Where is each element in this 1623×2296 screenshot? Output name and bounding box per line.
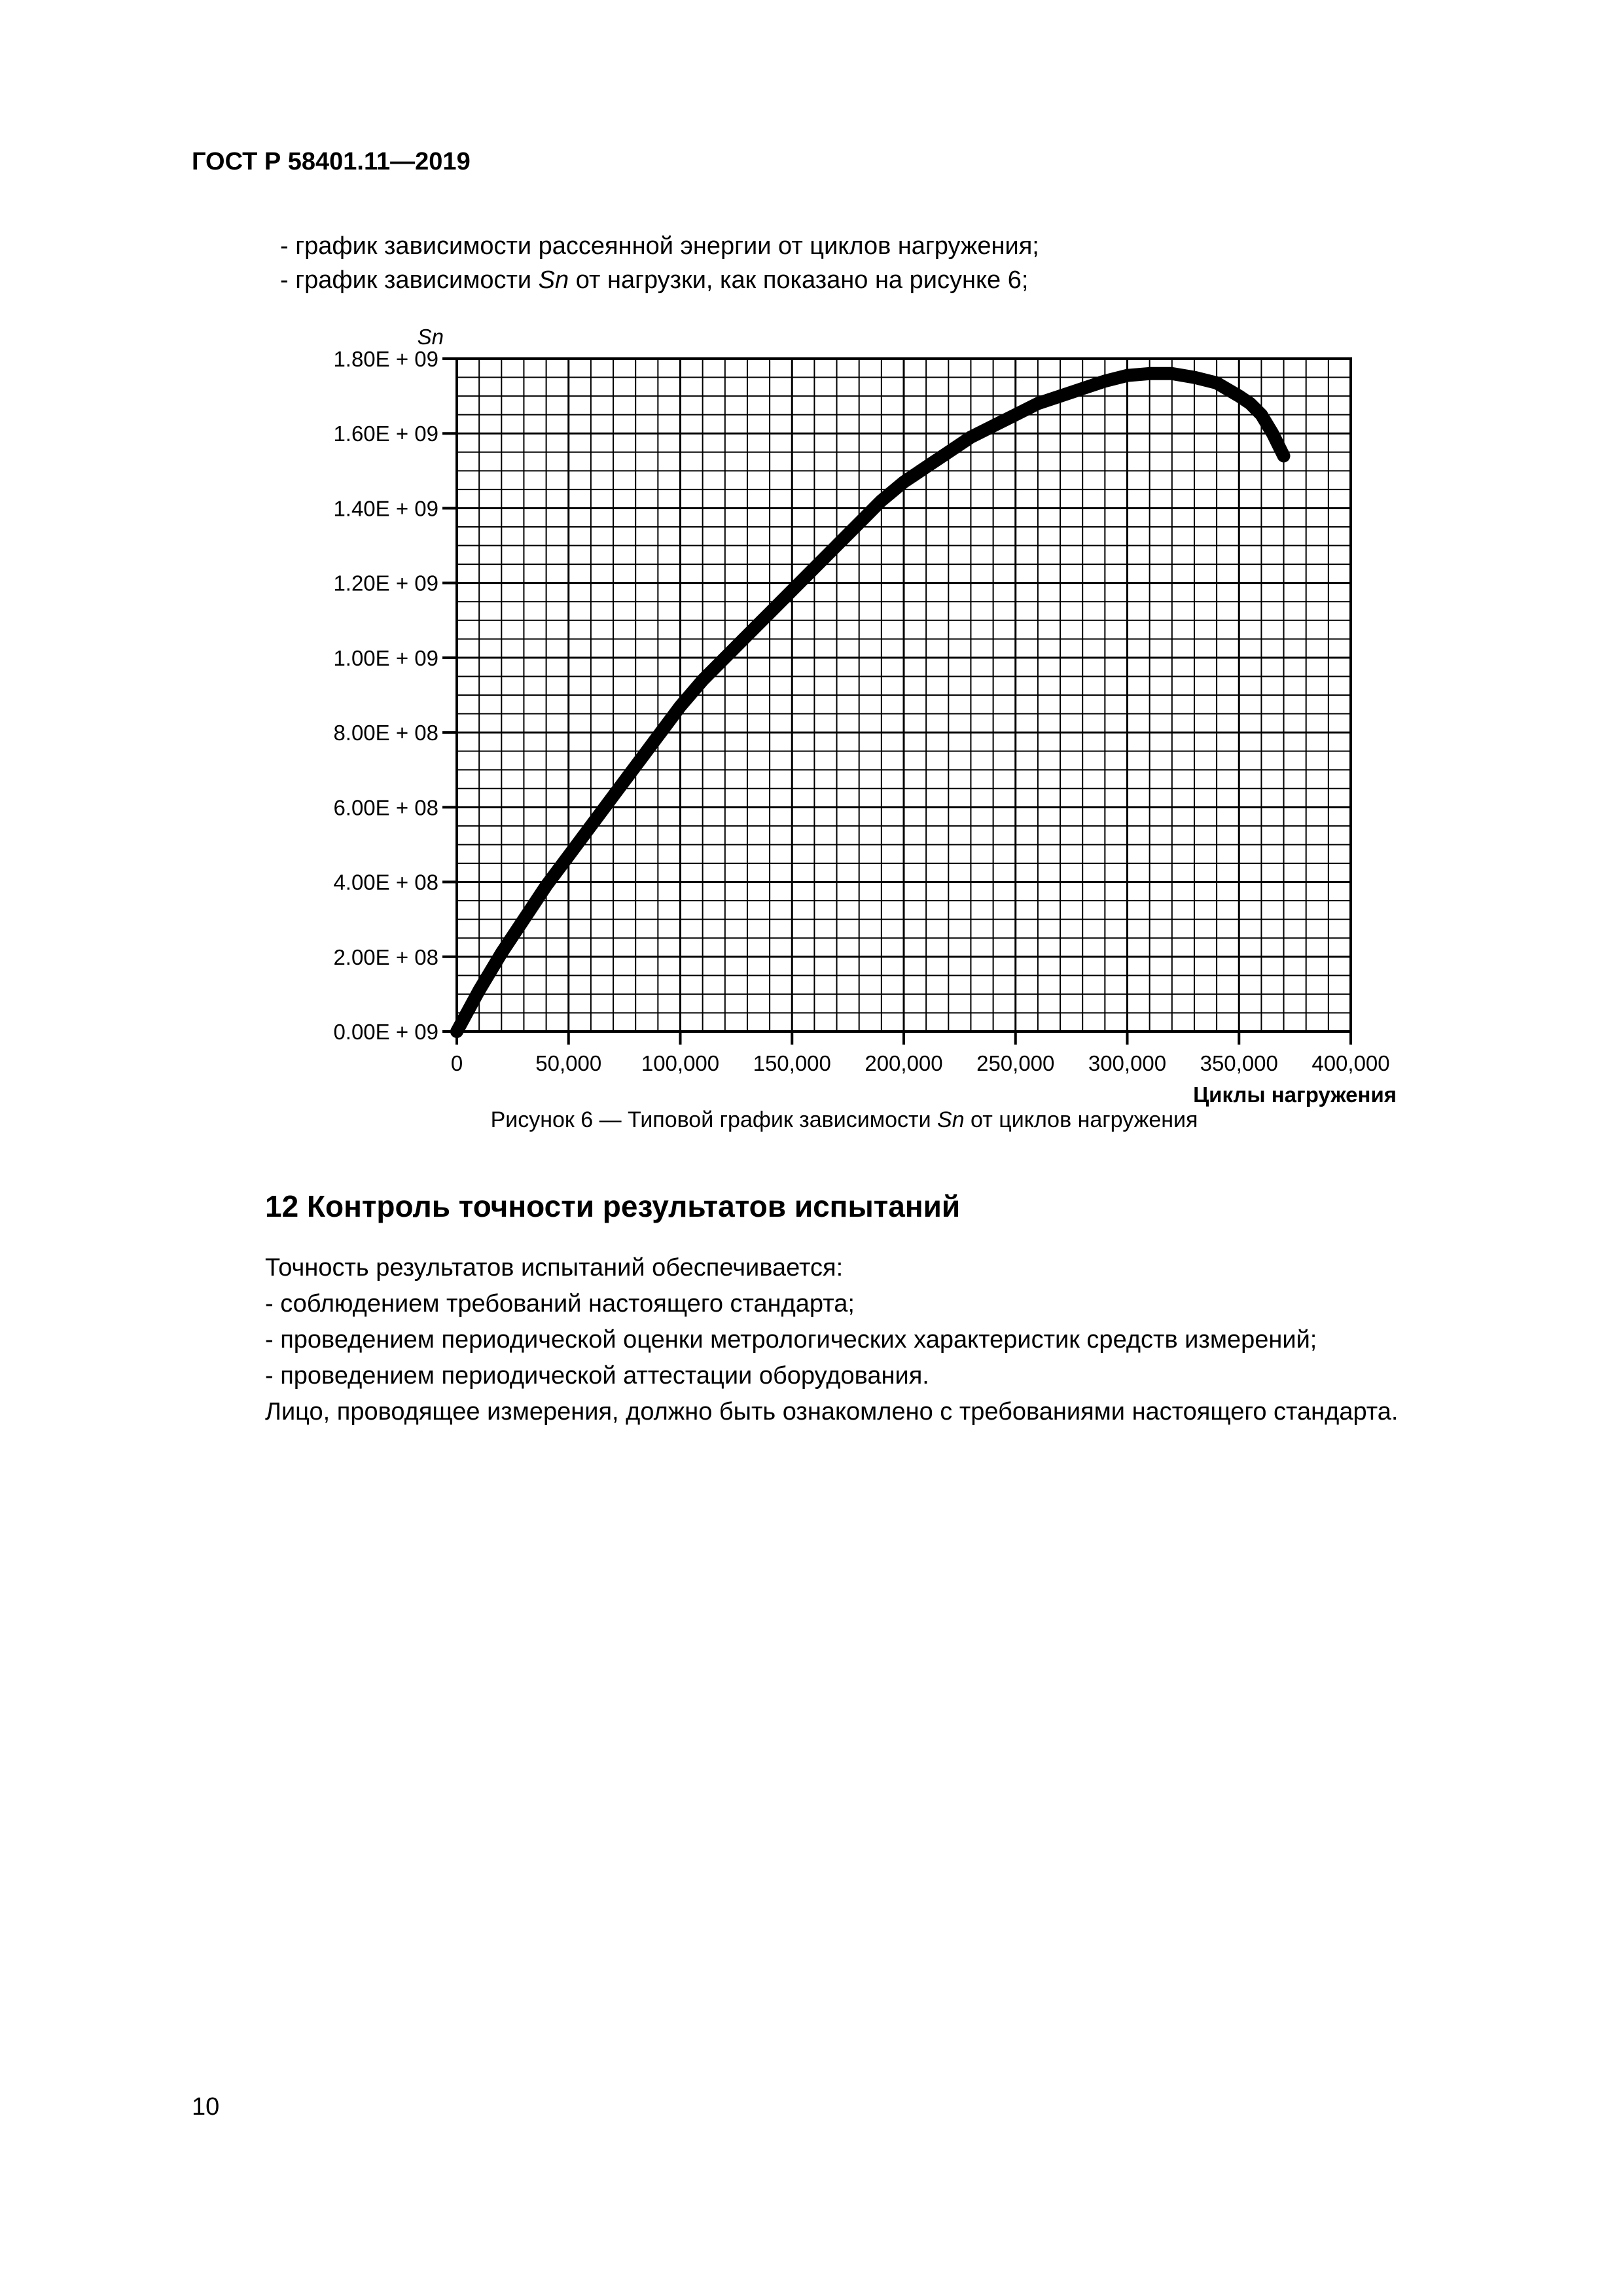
y-tick-label: 1.40E + 09 — [333, 496, 438, 521]
section-12-line-2: - соблюдением требований настоящего стандарта; — [265, 1290, 855, 1318]
x-tick-label: 50,000 — [535, 1051, 602, 1075]
intro-item-energy: - график зависимости рассеянной энергии от циклов нагружения; — [280, 232, 1039, 260]
x-tick-label: 300,000 — [1088, 1051, 1167, 1075]
section-12-line-4: - проведением периодической аттестации оборудования. — [265, 1362, 929, 1390]
x-tick-label: 350,000 — [1200, 1051, 1278, 1075]
y-tick-label: 2.00E + 08 — [333, 944, 438, 969]
figure-caption-var: Sn — [937, 1107, 965, 1132]
intro-item-sn-after: от нагрузки, как показано на рисунке 6; — [569, 266, 1029, 294]
intro-item-sn-before: - график зависимости — [280, 266, 539, 294]
page-number: 10 — [192, 2093, 220, 2121]
document-header-title: ГОСТ Р 58401.11—2019 — [192, 148, 471, 175]
y-axis-label: Sn — [417, 325, 444, 349]
x-tick-label: 200,000 — [865, 1051, 943, 1075]
x-axis-label: Циклы нагружения — [1193, 1083, 1397, 1107]
x-tick-label: 100,000 — [641, 1051, 720, 1075]
section-12-line-3: - проведением периодической оценки метрологических характеристик средств измерений; — [265, 1326, 1317, 1354]
x-tick-label: 400,000 — [1311, 1051, 1390, 1075]
x-tick-label: 250,000 — [976, 1051, 1055, 1075]
x-tick-label: 0 — [450, 1051, 463, 1075]
y-tick-label: 0.00E + 09 — [333, 1020, 438, 1044]
section-12-heading: 12 Контроль точности результатов испытаний — [265, 1189, 961, 1223]
section-12-line-1: Точность результатов испытаний обеспечивается: — [265, 1254, 844, 1282]
series-line-sn — [457, 374, 1284, 1031]
section-12-line-5: Лицо, проводящее измерения, должно быть ознакомлено с требованиями настоящего стандарта. — [265, 1398, 1399, 1426]
y-tick-label: 1.00E + 09 — [333, 645, 438, 670]
intro-item-sn-var: Sn — [538, 266, 569, 294]
figure-caption — [0, 1109, 1623, 1131]
x-tick-label: 150,000 — [753, 1051, 831, 1075]
y-tick-label: 4.00E + 08 — [333, 870, 438, 895]
y-tick-label: 6.00E + 08 — [333, 795, 438, 820]
figure-caption-before: Рисунок 6 — Типовой график зависимости — [490, 1107, 938, 1132]
y-tick-label: 1.60E + 09 — [333, 422, 438, 446]
section-12-body — [265, 1250, 1398, 1430]
figure-caption-after: от циклов нагружения — [964, 1107, 1198, 1132]
y-tick-label: 1.80E + 09 — [333, 347, 438, 371]
y-tick-label: 8.00E + 08 — [333, 721, 438, 745]
y-tick-label: 1.20E + 09 — [333, 571, 438, 596]
